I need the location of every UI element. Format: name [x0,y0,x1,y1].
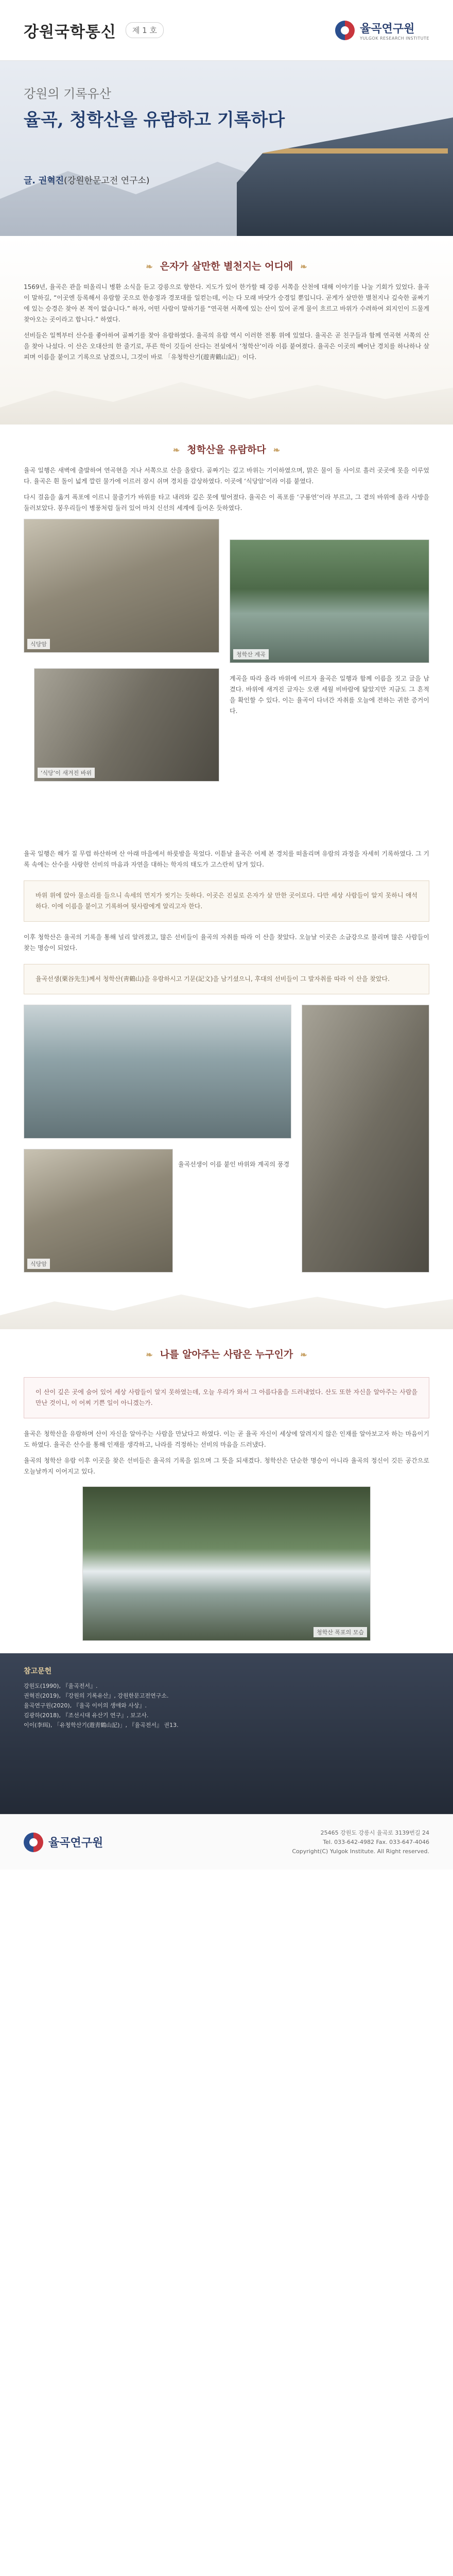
footer-contact [292,1828,429,1856]
hero-text [24,83,285,131]
paragraph: 1569년, 율곡은 관을 떠올리니 병환 소식을 듣고 강릉으로 향한다. 지도가 있어 한가할 때 강릉 서쪽을 산천에 대해 이야기를 나눌 기회가 있었다. 율곡이 말하길, “이곳엔 등록해서 유람할 곳으로 한송정과 경포대를 일컫는데, 이는 다 모래 바닷가 승경일 뿐입니다. 곧게가 살만한 별천지나 깊숙한 골짜기에 있는 승경은 찾아 본 적이 없습니다.” 하자, 어떤 사람이 말하기를 “연곡현 서쪽에 있는 산이 있어 곧게 물이 흐르고 바위가 수려하여 외지인이 드물게 찾아오는 곳이라고 합니다.” 하였다. [24,283,429,323]
quote-box [24,880,429,922]
quote-text: 바위 위에 앉아 물소리를 들으니 속세의 먼지가 씻기는 듯하다. 이곳은 진실로 은자가 살 만한 곳이로다. 다만 세상 사람들이 알지 못하니 애석하다. 이에 이름을 붙이고 기록하여 뒷사람에게 알리고자 한다. [36,892,417,910]
section-reflection [0,1283,453,1641]
reference-item: 강원도(1990), 『율곡전서』. [24,1683,98,1689]
photo-caption: 청학산 폭포의 모습 [313,1627,367,1637]
side-paragraph: 계곡을 따라 올라 바위에 이르자 율곡은 일행과 함께 이름을 짓고 글을 남겼다. 바위에 새겨진 글자는 오랜 세월 비바람에 닳았지만 지금도 그 흔적을 확인할 수 있다. 이는 율곡이 다녀간 자취를 오늘에 전하는 귀한 증거이다. [230,675,429,715]
photo-collage-2 [24,1005,429,1283]
org-name-en: YULGOK RESEARCH INSTITUTE [360,36,429,41]
section-title-2: ❧ 청학산을 유람하다 ❧ [24,425,429,465]
org-name: 율곡연구원 [360,22,415,36]
taeguk-logo-icon [24,1833,43,1852]
section-title-3: ❧ 나를 알아주는 사람은 누구인가 ❧ [24,1329,429,1370]
newsletter-title: 강원국학통신 [24,23,116,41]
paragraph: 이후 청학산은 율곡의 기록을 통해 널리 알려졌고, 많은 선비들이 율곡의 자취를 따라 이 산을 찾았다. 오늘날 이곳은 소금강으로 불리며 많은 사람들이 찾는 명승이 되었다. [24,934,429,952]
person-quote-box [24,1377,429,1418]
mountain-decoration [0,1283,453,1329]
org-logo[interactable] [335,20,429,41]
quote-box-2 [24,964,429,994]
mountain-decoration [0,368,453,425]
section-title-1: ❧ 은자가 살만한 별천지는 어디에 ❧ [24,241,429,282]
photo-carved-rock [34,668,219,782]
photo-stream [24,1005,291,1139]
footer-logo-text [48,1834,103,1850]
paragraph: 율곡은 청학산을 유람하며 산이 자신을 알아주는 사람을 만났다고 하였다. 이는 곧 율곡 자신이 세상에 알려지지 않은 인재를 알아보고자 하는 마음이기도 하였다. 율곡은 산수를 통해 인재를 생각하고, 나라를 걱정하는 선비의 마음을 드러냈다. [24,1430,429,1448]
paragraph: 다시 걸음을 옮겨 폭포에 이르니 물줄기가 바위를 타고 내려와 깊은 못에 떨어졌다. 율곡은 이 폭포를 ‘구룡연’이라 부르고, 그 곁의 바위에 올라 사방을 둘러보았다. 봉우리들이 병풍처럼 둘러 있어 마치 신선의 세계에 들어온 듯하였다. [24,494,429,512]
photo-caption: 식당암 [27,639,50,649]
hanok-roof-image [237,117,453,236]
reference-item: 권혁진(2019), 『강원의 기록유산』, 강원한문고전연구소. [24,1692,169,1699]
paragraph: 율곡 일행은 해가 질 무렵 하산하며 산 아래 마을에서 하룻밤을 묵었다. 이튿날 율곡은 어제 본 경치를 떠올리며 유람의 과정을 자세히 기록하였다. 그 기록 속에는 산수를 사랑한 선비의 마음과 자연을 대하는 학자의 태도가 고스란히 담겨 있다. [24,850,429,868]
photo-cliff [302,1005,429,1273]
section-excursion [0,425,453,1283]
photo-caption: 율곡선생이 이름 붙인 바위와 계곡의 풍경 [178,1161,290,1168]
masthead-brand [24,19,164,42]
quote-text: 율곡선생(栗谷先生)께서 청학산(靑鶴山)을 유람하시고 기문(記文)을 남기셨으니, 후대의 선비들이 그 발자취를 따라 이 산을 찾았다. [36,975,390,982]
photo-collage [24,519,429,849]
issue-badge: 제 1 호 [126,22,164,38]
taeguk-logo-icon [335,21,355,40]
footer-logo[interactable] [24,1833,103,1852]
quote-text: 이 산이 깊은 곳에 숨어 있어 세상 사람들이 알지 못하였는데, 오늘 우리가 와서 그 아름다움을 드러내었다. 산도 또한 자신을 알아주는 사람을 만난 것이니, 이 어찌 기쁜 일이 아니겠는가. [36,1388,417,1406]
author-name: 글. 권혁진 [24,176,64,186]
photo-valley [230,539,429,663]
masthead [0,0,453,61]
references-heading: 참고문헌 [24,1667,52,1675]
hero-kicker: 강원의 기록유산 [24,87,111,101]
org-logo-text [360,20,429,41]
photo-caption: ‘식당’이 새겨진 바위 [38,768,95,778]
reference-item: 율곡연구원(2020), 『율곡 이이의 생애와 사상』. [24,1702,147,1709]
paragraph: 율곡의 청학산 유람 이후 이곳을 찾은 선비들은 율곡의 기록을 읽으며 그 뜻을 되새겼다. 청학산은 단순한 명승이 아니라 율곡의 정신이 깃든 공간으로 오늘날까지 이어지고 있다. [24,1457,429,1475]
photo-caption: 청학산 계곡 [233,649,269,659]
paragraph: 율곡 일행은 새벽에 출발하여 연곡현을 지나 서쪽으로 산을 올랐다. 골짜기는 깊고 바위는 기이하였으며, 맑은 물이 돌 사이로 흘러 곳곳에 못을 이루었다. 율곡은 흰 돌이 넓게 깔린 물가에 이르러 잠시 쉬며 경치를 감상하였다. 이곳에 ‘식당암’이라 이름 붙였다. [24,467,429,485]
reference-item: 김광하(2018), 『조선시대 유산기 연구』, 보고사. [24,1712,149,1719]
author-affiliation: (강원한문고전 연구소) [64,176,150,186]
references-panel [0,1653,453,1814]
footer-org-name: 율곡연구원 [48,1836,103,1850]
side-text-block [230,673,429,722]
footer-copyright: Copyright(C) Yulgok Institute. All Right reserved. [292,1848,429,1855]
hero-title: 율곡, 청학산을 유람하고 기록하다 [24,110,285,130]
footer-address: 25465 강원도 강릉시 율곡로 3139번길 24 [320,1829,429,1836]
hero-banner [0,61,453,236]
reference-item: 이이(李珥), 「유청학산기(遊靑鶴山記)」, 『율곡전서』 권13. [24,1722,179,1728]
photo-sikdangam [24,519,219,653]
caption-block [178,1159,297,1175]
section-intro [0,236,453,425]
photo-caption: 식당암 [27,1259,50,1269]
footer [0,1814,453,1870]
photo-waterfall [82,1486,371,1641]
paragraph: 선비들은 일찍부터 산수를 좋아하여 골짜기를 찾아 유람하였다. 율곡의 유람 역시 이러한 전통 위에 있었다. 율곡은 곧 친구들과 함께 연곡현 서쪽의 산을 찾아 나섰다. 이 산은 오대산의 한 줄기로, 푸른 학이 깃들어 산다는 전설에서 ‘청학산’이라 이름 붙여졌다. 율곡은 이곳의 빼어난 경치를 하나하나 살피며 이름을 붙이고 기록으로 남겼으니, 그것이 바로 「유청학산기(遊靑鶴山記)」이다. [24,332,429,361]
author-line [24,173,150,186]
footer-phone: Tel. 033-642-4982 Fax. 033-647-4046 [323,1838,429,1845]
photo-sikdangam-2 [24,1149,173,1273]
